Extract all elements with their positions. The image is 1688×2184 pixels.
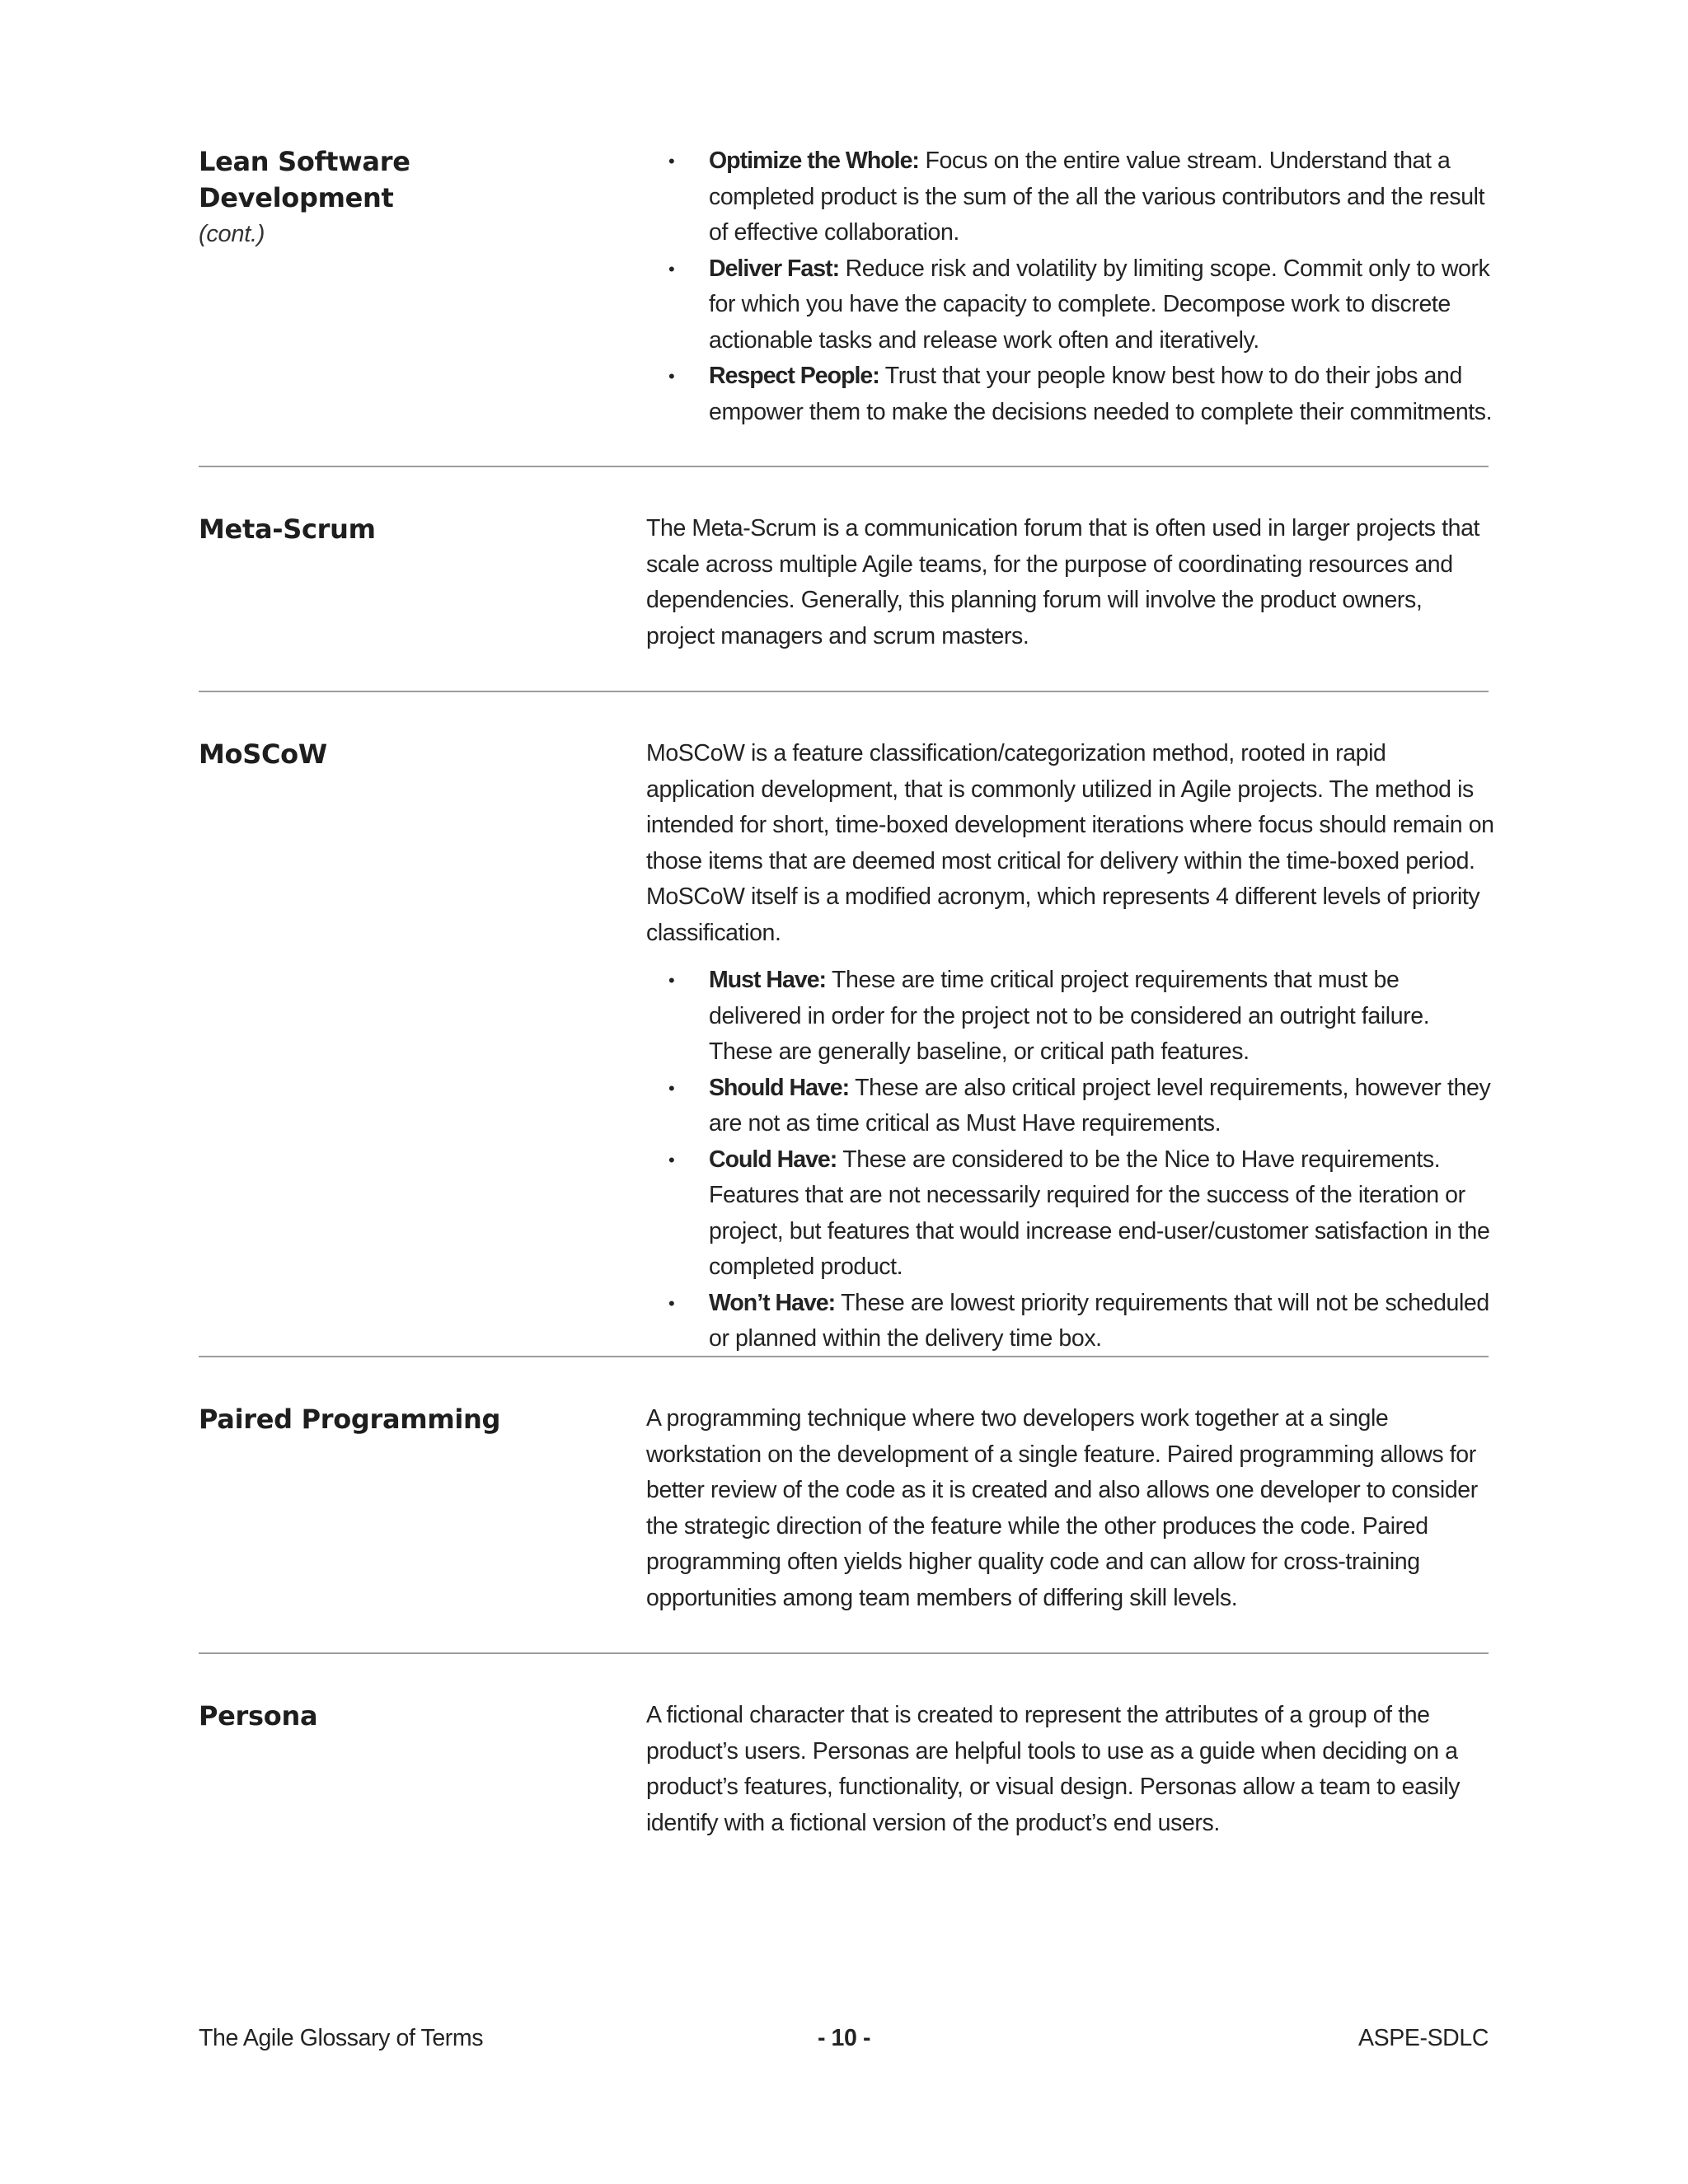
definition-paragraph: A fictional character that is created to represent the attributes of a group of the product’s users. Personas are helpful tools to use as a guide when deciding on a product’s features, functionality, or visual design. Personas allow a team to easily identify with a fictional version of the product’s end users. <box>646 1702 1461 1836</box>
bullet-text: Reduce risk and volatility by limiting scope. Commit only to work for which you have the capacity to complete. Decompose work to discrete actionable tasks and release work often and iteratively. <box>709 255 1490 354</box>
bullet-label: Deliver Fast: <box>709 255 840 282</box>
bullet-icon: • <box>668 970 675 991</box>
bullet-text: These are lowest priority requirements that will not be scheduled or planned within the delivery time box. <box>709 1289 1489 1352</box>
bullet-icon: • <box>668 1292 675 1314</box>
bullet-item <box>646 1142 1495 1286</box>
term-title <box>199 1401 611 1437</box>
bullet-item <box>646 359 1495 430</box>
bullet-icon: • <box>668 258 675 279</box>
bullet-item <box>646 143 1495 251</box>
bullet-icon: • <box>668 1149 675 1170</box>
term-title <box>199 511 611 547</box>
bullet-item <box>646 1071 1495 1142</box>
section-divider <box>199 1652 1489 1654</box>
bullet-label: Respect People: <box>709 363 879 389</box>
bullet-item <box>646 963 1495 1071</box>
term-definition <box>646 1698 1495 1841</box>
term-label: Lean Software Development <box>199 146 410 213</box>
bullet-item <box>646 1286 1495 1357</box>
term-title <box>199 1698 611 1734</box>
bullet-label: Won’t Have: <box>709 1289 836 1316</box>
bullet-icon: • <box>668 366 675 387</box>
section-divider <box>199 1356 1489 1357</box>
term-label: Persona <box>199 1700 318 1732</box>
term-continued-note: (cont.) <box>199 221 265 247</box>
term-definition <box>646 511 1495 654</box>
definition-paragraph: MoSCoW is a feature classification/categorization method, rooted in rapid application development, that is commonly utilized in Agile projects. The method is intended for short, time-boxed development iterations where focus should remain on those items that are deemed most critical for delivery within the time-boxed period. MoSCoW itself is a modified acronym, which represents 4 different levels of priority classification. <box>646 740 1494 946</box>
section-divider <box>199 691 1489 692</box>
bullet-label: Must Have: <box>709 967 827 993</box>
footer-page-number: - 10 - <box>817 2025 871 2051</box>
bullet-list <box>646 143 1495 430</box>
definition-paragraph: The Meta-Scrum is a communication forum that is often used in larger projects that scale across multiple Agile teams, for the purpose of coordinating resources and dependencies. Generally, this planning forum will involve the product owners, project managers and scrum masters. <box>646 515 1480 649</box>
footer-document-title: The Agile Glossary of Terms <box>199 2025 484 2051</box>
bullet-list <box>646 963 1495 1357</box>
section-divider <box>199 466 1489 467</box>
bullet-label: Should Have: <box>709 1074 850 1101</box>
term-label: Paired Programming <box>199 1404 501 1435</box>
bullet-text: These are also critical project level requirements, however they are not as time critical as Must Have requirements. <box>709 1074 1491 1137</box>
term-label: Meta-Scrum <box>199 513 376 545</box>
bullet-icon: • <box>668 151 675 171</box>
bullet-text: Focus on the entire value stream. Understand that a completed product is the sum of the all the various contributors and the result of effective collaboration. <box>709 148 1485 246</box>
bullet-label: Optimize the Whole: <box>709 148 919 174</box>
bullet-text: These are time critical project requirements that must be delivered in order for the project not to be considered an outright failure. These are generally baseline, or critical path features. <box>709 967 1430 1065</box>
term-label: MoSCoW <box>199 738 327 770</box>
definition-paragraph: A programming technique where two developers work together at a single workstation on the development of a single feature. Paired programming allows for better review of the code as it is created and also allows one developer to consider the strategic direction of the feature while the other produces the code. Paired programming often yields higher quality code and can allow for cross-training opportunities among team members of differing skill levels. <box>646 1405 1478 1611</box>
term-definition <box>646 1401 1495 1616</box>
bullet-icon: • <box>668 1077 675 1099</box>
bullet-text: Trust that your people know best how to do their jobs and empower them to make the decisions needed to complete their commitments. <box>709 363 1493 425</box>
term-definition <box>646 736 1495 1357</box>
term-title <box>199 736 611 772</box>
bullet-text: These are considered to be the Nice to Have requirements. Features that are not necessarily required for the success of the iteration or project, but features that would increase end-user/customer satisfaction in the completed product. <box>709 1146 1490 1280</box>
bullet-label: Could Have: <box>709 1146 837 1173</box>
bullet-item <box>646 251 1495 359</box>
footer-doc-code: ASPE-SDLC <box>1358 2025 1489 2051</box>
term-title <box>199 143 611 252</box>
term-definition <box>646 143 1495 430</box>
